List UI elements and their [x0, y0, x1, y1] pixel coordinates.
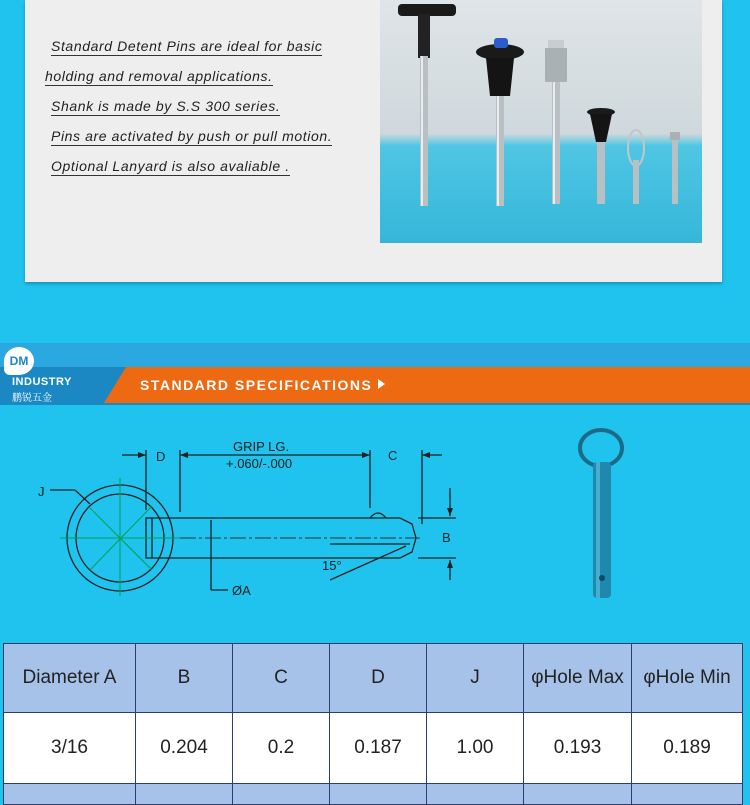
cell-diameter-a: 3/16	[4, 713, 136, 784]
intro-line-5: Optional Lanyard is also avaliable .	[51, 158, 290, 174]
label-b: B	[442, 530, 451, 545]
header-c: C	[233, 644, 330, 713]
cell-b: 0.204	[136, 713, 233, 784]
logo-chinese: 鹏锐五金	[12, 393, 52, 404]
product-photo	[380, 0, 702, 243]
label-angle: 15°	[322, 558, 342, 573]
label-j: J	[38, 484, 45, 499]
pins-illustration	[380, 0, 702, 243]
band-highlight	[0, 343, 750, 367]
label-tolerance: +.060/-.000	[226, 456, 293, 471]
section-title: STANDARD SPECIFICATIONS	[140, 377, 373, 393]
cell-hole-max: 0.193	[524, 713, 632, 784]
technical-drawing	[30, 420, 510, 620]
table-row	[4, 713, 743, 784]
header-hole-min: φHole Min	[632, 644, 743, 713]
spec-table	[3, 643, 743, 805]
table-header-row	[4, 644, 743, 713]
label-d: D	[156, 449, 166, 464]
header-b: B	[136, 644, 233, 713]
label-c: C	[388, 448, 398, 463]
header-diameter-a: Diameter A	[4, 644, 136, 713]
intro-line-4: Pins are activated by push or pull motion.	[51, 128, 333, 144]
intro-card	[25, 0, 722, 282]
cell-j: 1.00	[427, 713, 524, 784]
label-grip: GRIP LG.	[233, 439, 290, 454]
cell-hole-min: 0.189	[632, 713, 743, 784]
logo-name: INDUSTRY	[12, 376, 72, 388]
play-arrow-icon	[378, 379, 385, 389]
intro-line-1: Standard Detent Pins are ideal for basic	[51, 38, 323, 54]
header-d: D	[330, 644, 427, 713]
intro-line-3: Shank is made by S.S 300 series.	[51, 98, 281, 114]
intro-line-2: holding and removal applications.	[45, 68, 273, 84]
ring-pin-illustration	[575, 428, 635, 603]
table-row-partial	[4, 784, 743, 805]
cell-c: 0.2	[233, 713, 330, 784]
header-j: J	[427, 644, 524, 713]
header-hole-max: φHole Max	[524, 644, 632, 713]
logo-badge: DM	[4, 347, 34, 375]
cell-d: 0.187	[330, 713, 427, 784]
logo	[0, 343, 110, 405]
label-a: ØA	[232, 583, 251, 598]
